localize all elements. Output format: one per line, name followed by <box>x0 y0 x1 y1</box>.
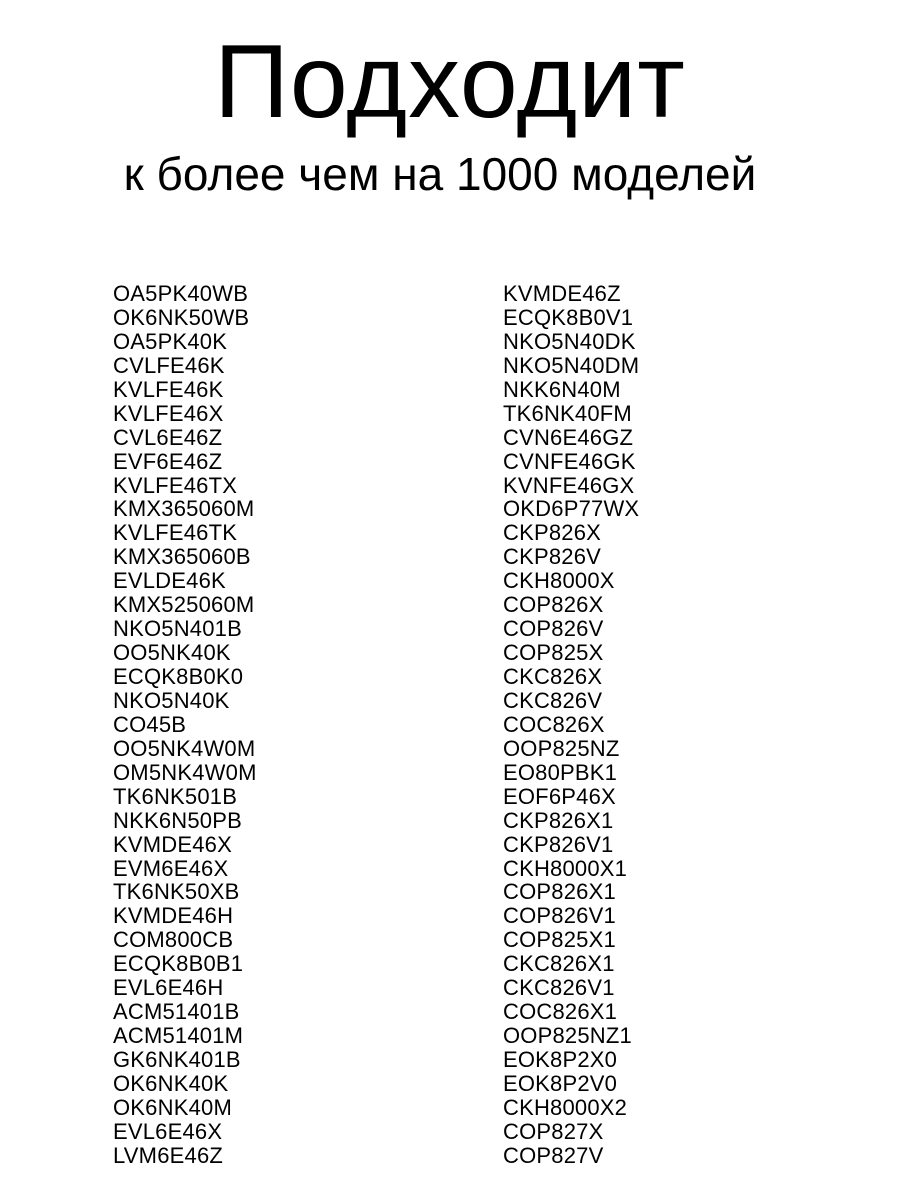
model-item: KVLFE46K <box>113 376 224 402</box>
model-item: COM800CB <box>113 927 234 953</box>
model-item: OOP825NZ1 <box>503 1023 632 1049</box>
model-item: KVLFE46TK <box>113 520 238 546</box>
model-item: OKD6P77WX <box>503 496 640 522</box>
page-title: Подходит <box>214 24 686 140</box>
model-item: OM5NK4W0M <box>113 759 257 785</box>
model-item: CKC826V <box>503 687 603 713</box>
model-item: COC826X1 <box>503 999 618 1025</box>
model-item: COP826X1 <box>503 879 616 905</box>
model-item: OK6NK40K <box>113 1070 229 1096</box>
model-item: KVLFE46X <box>113 400 224 426</box>
model-item: OO5NK4W0M <box>113 735 256 761</box>
model-item: OK6NK50WB <box>113 304 250 330</box>
model-item: CKC826V1 <box>503 975 615 1001</box>
model-item: OA5PK40WB <box>113 281 249 306</box>
model-item: OOP825NZ <box>503 735 620 761</box>
model-item: TK6NK501B <box>113 783 238 809</box>
model-item: CKH8000X1 <box>503 855 628 881</box>
model-item: NKO5N401B <box>113 616 242 642</box>
model-item: KVLFE46TX <box>113 472 238 498</box>
model-item: CVL6E46Z <box>113 424 223 450</box>
model-item: CKP826V1 <box>503 831 614 857</box>
model-item: KMX365060B <box>113 544 251 570</box>
model-item: EOF6P46X <box>503 783 616 809</box>
model-item: CKP826X1 <box>503 807 614 833</box>
model-item: KVNFE46GX <box>503 472 635 498</box>
model-item: EO80PBK1 <box>503 759 618 785</box>
model-item: COP827X <box>503 1118 604 1144</box>
model-item: ACM51401B <box>113 999 240 1025</box>
model-item: EVL6E46X <box>113 1118 223 1144</box>
model-item: ECQK8B0V1 <box>503 304 634 330</box>
model-item: TK6NK40FM <box>503 400 632 426</box>
model-item: COC826X <box>503 711 605 737</box>
model-item: EVL6E46H <box>113 975 224 1001</box>
page-subtitle: к более чем на 1000 моделей <box>123 148 757 200</box>
model-item: OO5NK40K <box>113 640 231 666</box>
model-item: NKO5N40DM <box>503 352 640 378</box>
model-item: COP826V <box>503 616 604 642</box>
model-item: NKO5N40DK <box>503 328 636 354</box>
model-item: CVNFE46GK <box>503 448 636 474</box>
model-item: EOK8P2V0 <box>503 1070 618 1096</box>
model-item: NKO5N40K <box>113 687 230 713</box>
model-item: EVM6E46X <box>113 855 229 881</box>
model-item: NKK6N40M <box>503 376 621 402</box>
model-item: KVMDE46Z <box>503 281 621 306</box>
model-item: CKC826X1 <box>503 951 615 977</box>
model-item: CKP826X <box>503 520 602 546</box>
model-item: OK6NK40M <box>113 1094 232 1120</box>
model-item: EVLDE46K <box>113 568 226 594</box>
model-item: KMX525060M <box>113 592 255 618</box>
model-item: ECQK8B0K0 <box>113 664 244 689</box>
model-item: CVN6E46GZ <box>503 424 634 450</box>
model-item: EVF6E46Z <box>113 448 223 474</box>
model-item: CKP826V <box>503 544 602 570</box>
model-list-left <box>113 282 257 1168</box>
model-item: KVMDE46H <box>113 903 234 929</box>
model-item: COP826X <box>503 592 604 618</box>
model-item: KVMDE46X <box>113 831 232 857</box>
model-item: EOK8P2X0 <box>503 1047 618 1072</box>
model-item: COP825X1 <box>503 927 616 953</box>
model-item: ACM51401M <box>113 1023 244 1049</box>
model-item: CO45B <box>113 711 187 737</box>
model-item: GK6NK401B <box>113 1047 241 1072</box>
model-item: CKH8000X <box>503 568 615 594</box>
model-item: KMX365060M <box>113 496 255 522</box>
model-item: TK6NK50XB <box>113 879 240 905</box>
model-item: CKH8000X2 <box>503 1094 628 1120</box>
model-item: CVLFE46K <box>113 352 225 378</box>
model-item: CKC826X <box>503 664 603 689</box>
model-item: NKK6N50PB <box>113 807 242 833</box>
model-list-right <box>503 282 639 1168</box>
model-item: LVM6E46Z <box>113 1142 224 1168</box>
model-item: ECQK8B0B1 <box>113 951 244 977</box>
model-item: COP827V <box>503 1142 604 1168</box>
model-item: OA5PK40K <box>113 328 228 354</box>
model-item: COP826V1 <box>503 903 616 929</box>
model-item: COP825X <box>503 640 604 666</box>
